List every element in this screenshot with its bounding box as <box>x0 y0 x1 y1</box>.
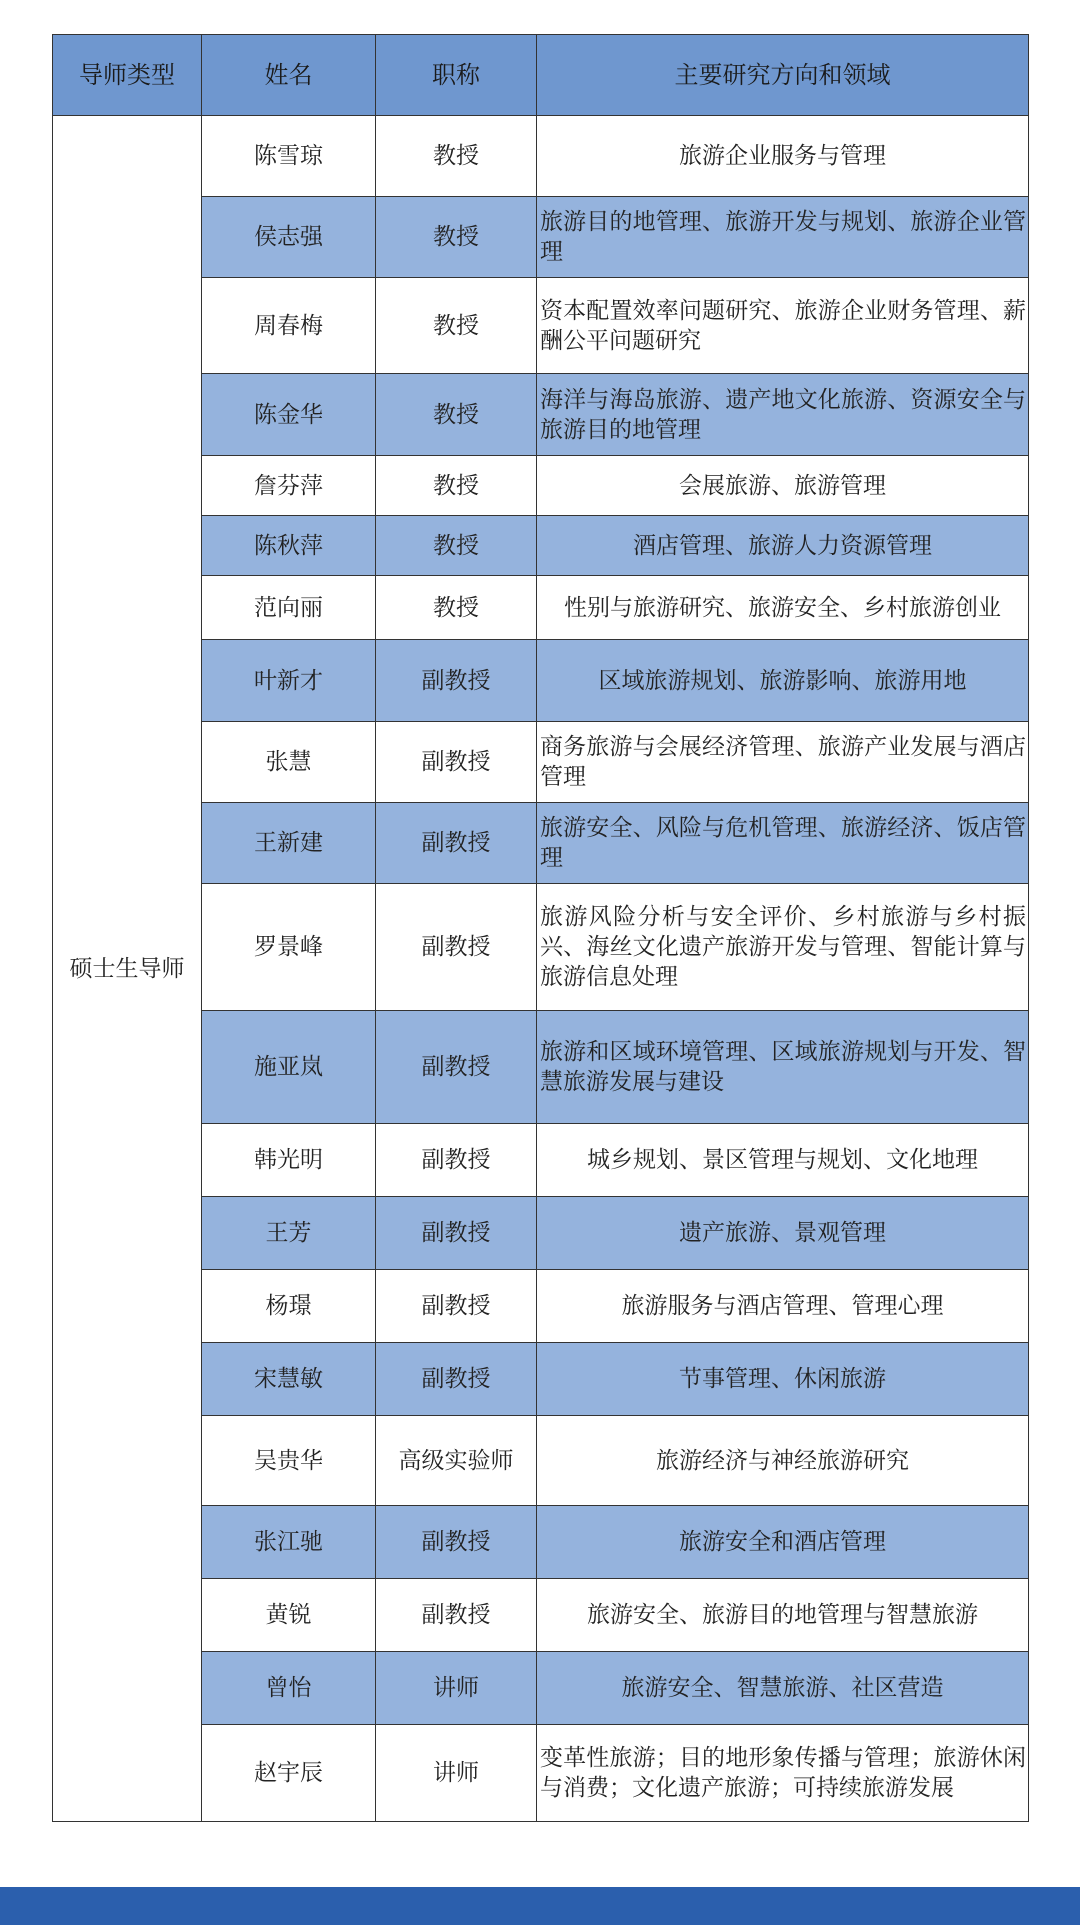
teacher-name-cell: 陈秋萍 <box>202 516 376 576</box>
teacher-name-cell: 詹芬萍 <box>202 456 376 516</box>
teacher-name-cell: 叶新才 <box>202 640 376 722</box>
research-field-cell: 商务旅游与会展经济管理、旅游产业发展与酒店管理 <box>537 722 1029 803</box>
teacher-name-cell: 施亚岚 <box>202 1011 376 1124</box>
teacher-title-cell: 副教授 <box>376 1011 537 1124</box>
research-field-cell: 旅游安全、风险与危机管理、旅游经济、饭店管理 <box>537 803 1029 884</box>
teacher-name-cell: 杨璟 <box>202 1270 376 1343</box>
research-field-cell: 旅游风险分析与安全评价、乡村旅游与乡村振兴、海丝文化遗产旅游开发与管理、智能计算与旅游信息处理 <box>537 884 1029 1011</box>
teacher-name-cell: 张江驰 <box>202 1506 376 1579</box>
teacher-title-cell: 教授 <box>376 576 537 640</box>
teacher-title-cell: 副教授 <box>376 1124 537 1197</box>
teacher-name-cell: 韩光明 <box>202 1124 376 1197</box>
teacher-name-cell: 罗景峰 <box>202 884 376 1011</box>
table-header-row <box>53 35 1029 116</box>
research-field-cell: 旅游安全、旅游目的地管理与智慧旅游 <box>537 1579 1029 1652</box>
teacher-name-cell: 陈金华 <box>202 374 376 456</box>
research-field-cell: 旅游目的地管理、旅游开发与规划、旅游企业管理 <box>537 197 1029 278</box>
teacher-title-cell: 副教授 <box>376 1579 537 1652</box>
teacher-title-cell: 教授 <box>376 374 537 456</box>
teacher-name-cell: 侯志强 <box>202 197 376 278</box>
teacher-title-cell: 教授 <box>376 278 537 374</box>
teacher-title-cell: 副教授 <box>376 640 537 722</box>
research-field-cell: 酒店管理、旅游人力资源管理 <box>537 516 1029 576</box>
research-field-cell: 性别与旅游研究、旅游安全、乡村旅游创业 <box>537 576 1029 640</box>
teacher-name-cell: 陈雪琼 <box>202 116 376 197</box>
table-body <box>53 116 1029 1822</box>
table-row <box>53 116 1029 197</box>
teacher-name-cell: 曾怡 <box>202 1652 376 1725</box>
teacher-name-cell: 王芳 <box>202 1197 376 1270</box>
research-field-cell: 旅游企业服务与管理 <box>537 116 1029 197</box>
teacher-name-cell: 王新建 <box>202 803 376 884</box>
teacher-title-cell: 副教授 <box>376 1343 537 1416</box>
teacher-title-cell: 副教授 <box>376 1506 537 1579</box>
research-field-cell: 旅游经济与神经旅游研究 <box>537 1416 1029 1506</box>
header-research: 主要研究方向和领域 <box>537 35 1029 116</box>
teacher-name-cell: 范向丽 <box>202 576 376 640</box>
research-field-cell: 节事管理、休闲旅游 <box>537 1343 1029 1416</box>
teacher-title-cell: 教授 <box>376 516 537 576</box>
teacher-title-cell: 教授 <box>376 116 537 197</box>
supervisor-table-wrapper <box>52 34 1028 1822</box>
teacher-name-cell: 宋慧敏 <box>202 1343 376 1416</box>
footer-bar <box>0 1887 1080 1925</box>
research-field-cell: 变革性旅游；目的地形象传播与管理；旅游休闲与消费；文化遗产旅游；可持续旅游发展 <box>537 1725 1029 1822</box>
teacher-title-cell: 教授 <box>376 197 537 278</box>
research-field-cell: 旅游服务与酒店管理、管理心理 <box>537 1270 1029 1343</box>
supervisor-table <box>52 34 1029 1822</box>
teacher-title-cell: 副教授 <box>376 722 537 803</box>
teacher-name-cell: 黄锐 <box>202 1579 376 1652</box>
teacher-title-cell: 高级实验师 <box>376 1416 537 1506</box>
research-field-cell: 会展旅游、旅游管理 <box>537 456 1029 516</box>
teacher-title-cell: 副教授 <box>376 1197 537 1270</box>
research-field-cell: 区域旅游规划、旅游影响、旅游用地 <box>537 640 1029 722</box>
research-field-cell: 旅游和区域环境管理、区域旅游规划与开发、智慧旅游发展与建设 <box>537 1011 1029 1124</box>
teacher-title-cell: 讲师 <box>376 1725 537 1822</box>
teacher-title-cell: 讲师 <box>376 1652 537 1725</box>
teacher-name-cell: 吴贵华 <box>202 1416 376 1506</box>
research-field-cell: 海洋与海岛旅游、遗产地文化旅游、资源安全与旅游目的地管理 <box>537 374 1029 456</box>
teacher-title-cell: 副教授 <box>376 1270 537 1343</box>
teacher-title-cell: 教授 <box>376 456 537 516</box>
header-title: 职称 <box>376 35 537 116</box>
teacher-name-cell: 周春梅 <box>202 278 376 374</box>
header-supervisor-type: 导师类型 <box>53 35 202 116</box>
supervisor-type-cell: 硕士生导师 <box>53 116 202 1822</box>
research-field-cell: 旅游安全和酒店管理 <box>537 1506 1029 1579</box>
research-field-cell: 城乡规划、景区管理与规划、文化地理 <box>537 1124 1029 1197</box>
header-name: 姓名 <box>202 35 376 116</box>
teacher-title-cell: 副教授 <box>376 803 537 884</box>
research-field-cell: 遗产旅游、景观管理 <box>537 1197 1029 1270</box>
teacher-name-cell: 张慧 <box>202 722 376 803</box>
teacher-title-cell: 副教授 <box>376 884 537 1011</box>
research-field-cell: 旅游安全、智慧旅游、社区营造 <box>537 1652 1029 1725</box>
research-field-cell: 资本配置效率问题研究、旅游企业财务管理、薪酬公平问题研究 <box>537 278 1029 374</box>
teacher-name-cell: 赵宇辰 <box>202 1725 376 1822</box>
